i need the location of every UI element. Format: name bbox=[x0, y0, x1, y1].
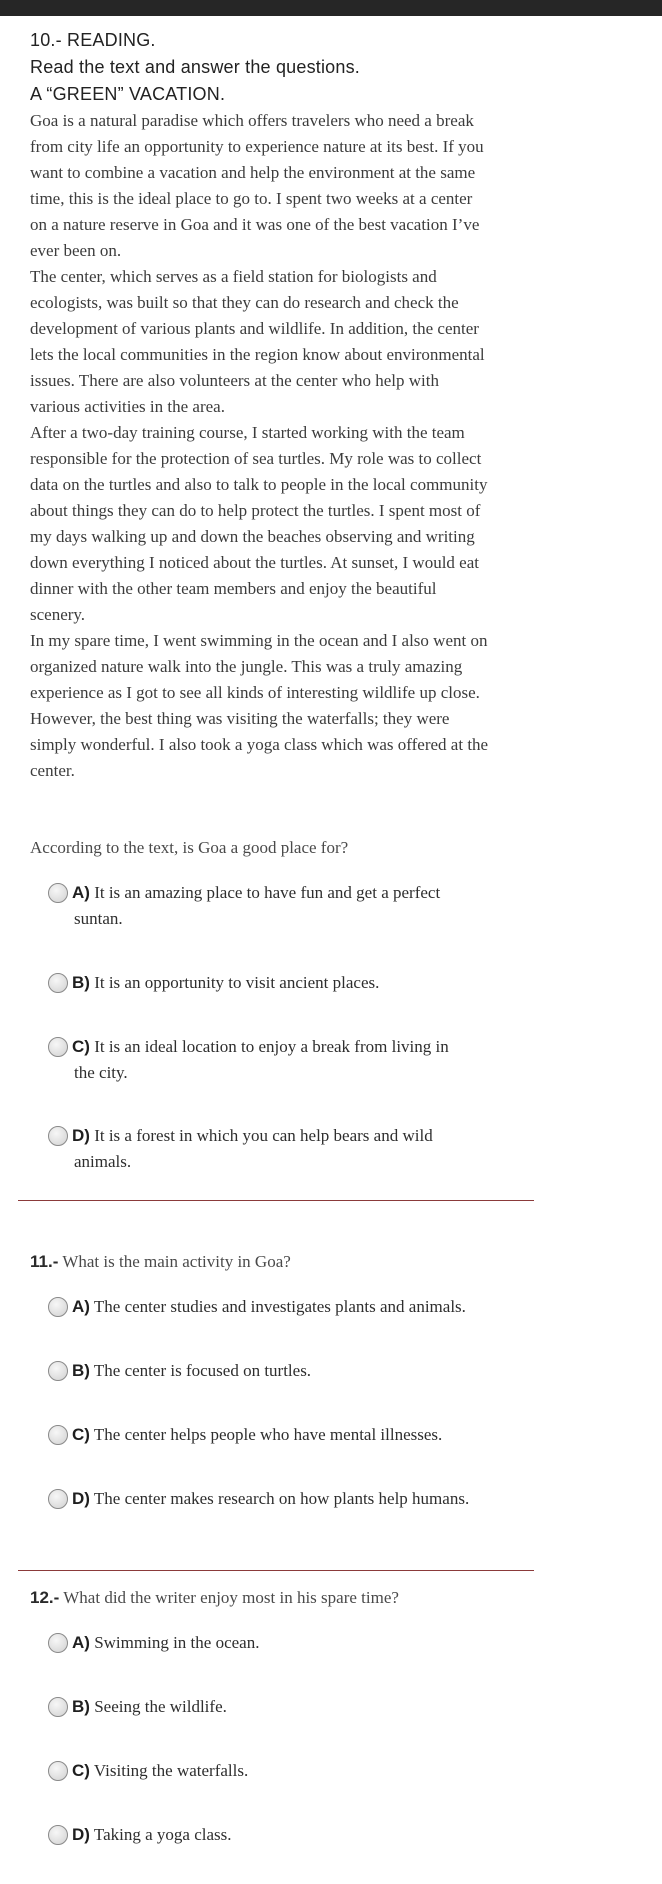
option-letter: B) bbox=[72, 1697, 90, 1716]
passage-line: about things they can do to help protect the turtles. I spent most of bbox=[30, 501, 481, 520]
passage-line: issues. There are also volunteers at the center who help with bbox=[30, 371, 439, 390]
passage-paragraph-1 bbox=[30, 108, 530, 264]
option-text: The center helps people who have mental illnesses. bbox=[93, 1425, 443, 1444]
radio-button-icon[interactable] bbox=[48, 1297, 68, 1317]
option-text: The center makes research on how plants help humans. bbox=[93, 1489, 470, 1508]
radio-button-icon[interactable] bbox=[48, 1633, 68, 1653]
passage-line: down everything I noticed about the turtles. At sunset, I would eat bbox=[30, 553, 479, 572]
divider bbox=[18, 1570, 534, 1571]
question-12 bbox=[30, 1588, 399, 1608]
option-text: The center is focused on turtles. bbox=[93, 1361, 312, 1380]
q12-option-d[interactable] bbox=[48, 1822, 508, 1848]
option-letter: B) bbox=[72, 973, 90, 992]
passage-line: In my spare time, I went swimming in the ocean and I also went on bbox=[30, 631, 488, 650]
option-text: It is a forest in which you can help bears and wild bbox=[94, 1126, 433, 1145]
option-text-continued: suntan. bbox=[74, 909, 123, 928]
radio-button-icon[interactable] bbox=[48, 1037, 68, 1057]
option-text: The center studies and investigates plants and animals. bbox=[93, 1297, 466, 1316]
passage-line: dinner with the other team members and enjoy the beautiful bbox=[30, 579, 437, 598]
option-letter: A) bbox=[72, 1633, 90, 1652]
option-letter: D) bbox=[72, 1126, 90, 1145]
option-letter: C) bbox=[72, 1037, 90, 1056]
q10-option-a[interactable] bbox=[48, 880, 508, 932]
passage-line: time, this is the ideal place to go to. I spent two weeks at a center bbox=[30, 189, 473, 208]
passage-line: scenery. bbox=[30, 605, 86, 624]
q11-option-d[interactable] bbox=[48, 1486, 508, 1512]
question-number: 11.- bbox=[30, 1252, 59, 1271]
option-text: Seeing the wildlife. bbox=[94, 1697, 227, 1716]
passage-line: ever been on. bbox=[30, 241, 122, 260]
q12-option-a[interactable] bbox=[48, 1630, 508, 1656]
option-text: Swimming in the ocean. bbox=[94, 1633, 260, 1652]
question-11 bbox=[30, 1252, 291, 1272]
passage-paragraph-2 bbox=[30, 264, 530, 420]
passage-line: lets the local communities in the region know about environmental bbox=[30, 345, 485, 364]
q11-option-c[interactable] bbox=[48, 1422, 508, 1448]
option-text: It is an opportunity to visit ancient places. bbox=[94, 973, 380, 992]
passage-line: on a nature reserve in Goa and it was one of the best vacation I’ve bbox=[30, 215, 480, 234]
option-text: Taking a yoga class. bbox=[93, 1825, 232, 1844]
question-number: 12.- bbox=[30, 1588, 60, 1607]
q12-option-c[interactable] bbox=[48, 1758, 508, 1784]
radio-button-icon[interactable] bbox=[48, 1761, 68, 1781]
instruction: Read the text and answer the questions. bbox=[30, 57, 361, 77]
q11-option-b[interactable] bbox=[48, 1358, 508, 1384]
radio-button-icon[interactable] bbox=[48, 973, 68, 993]
radio-button-icon[interactable] bbox=[48, 883, 68, 903]
option-letter: D) bbox=[72, 1825, 90, 1844]
passage-line: simply wonderful. I also took a yoga class which was offered at the bbox=[30, 735, 489, 754]
passage-line: organized nature walk into the jungle. This was a truly amazing bbox=[30, 657, 463, 676]
passage-line: experience as I got to see all kinds of interesting wildlife up close. bbox=[30, 683, 480, 702]
option-text: Visiting the waterfalls. bbox=[93, 1761, 249, 1780]
option-text: It is an ideal location to enjoy a break from living in bbox=[94, 1037, 449, 1056]
question-text: According to the text, is Goa a good place for? bbox=[30, 838, 349, 857]
passage-line: my days walking up and down the beaches observing and writing bbox=[30, 527, 475, 546]
radio-button-icon[interactable] bbox=[48, 1489, 68, 1509]
question-10 bbox=[30, 838, 348, 858]
option-text: It is an amazing place to have fun and get a perfect bbox=[94, 883, 441, 902]
question-text: What did the writer enjoy most in his spare time? bbox=[63, 1588, 399, 1607]
q11-option-a[interactable] bbox=[48, 1294, 508, 1320]
passage-line: Goa is a natural paradise which offers travelers who need a break bbox=[30, 111, 474, 130]
passage-line: However, the best thing was visiting the waterfalls; they were bbox=[30, 709, 450, 728]
q10-option-d[interactable] bbox=[48, 1123, 508, 1175]
question-text: What is the main activity in Goa? bbox=[62, 1252, 291, 1271]
option-text-continued: animals. bbox=[74, 1152, 132, 1171]
passage-line: data on the turtles and also to talk to people in the local community bbox=[30, 475, 488, 494]
radio-button-icon[interactable] bbox=[48, 1825, 68, 1845]
passage-line: center. bbox=[30, 761, 75, 780]
section-title: 10.- READING. bbox=[30, 30, 156, 50]
radio-button-icon[interactable] bbox=[48, 1425, 68, 1445]
radio-button-icon[interactable] bbox=[48, 1126, 68, 1146]
option-letter: A) bbox=[72, 1297, 90, 1316]
passage-paragraph-3 bbox=[30, 420, 530, 628]
passage-line: responsible for the protection of sea turtles. My role was to collect bbox=[30, 449, 482, 468]
top-bar bbox=[0, 0, 662, 16]
option-letter: D) bbox=[72, 1489, 90, 1508]
passage-line: from city life an opportunity to experience nature at its best. If you bbox=[30, 137, 484, 156]
q10-option-c[interactable] bbox=[48, 1034, 508, 1086]
option-text-continued: the city. bbox=[74, 1063, 128, 1082]
passage-line: various activities in the area. bbox=[30, 397, 225, 416]
divider bbox=[18, 1200, 534, 1201]
option-letter: B) bbox=[72, 1361, 90, 1380]
passage-paragraph-4 bbox=[30, 628, 530, 784]
passage-line: want to combine a vacation and help the environment at the same bbox=[30, 163, 476, 182]
option-letter: C) bbox=[72, 1425, 90, 1444]
option-letter: A) bbox=[72, 883, 90, 902]
reading-passage bbox=[30, 108, 530, 784]
q12-option-b[interactable] bbox=[48, 1694, 508, 1720]
passage-line: ecologists, was built so that they can do research and check the bbox=[30, 293, 459, 312]
passage-title: A “GREEN” VACATION. bbox=[30, 84, 226, 104]
q10-option-b[interactable] bbox=[48, 970, 508, 996]
radio-button-icon[interactable] bbox=[48, 1697, 68, 1717]
option-letter: C) bbox=[72, 1761, 90, 1780]
radio-button-icon[interactable] bbox=[48, 1361, 68, 1381]
passage-line: The center, which serves as a field station for biologists and bbox=[30, 267, 437, 286]
passage-line: After a two-day training course, I started working with the team bbox=[30, 423, 465, 442]
passage-line: development of various plants and wildlife. In addition, the center bbox=[30, 319, 479, 338]
